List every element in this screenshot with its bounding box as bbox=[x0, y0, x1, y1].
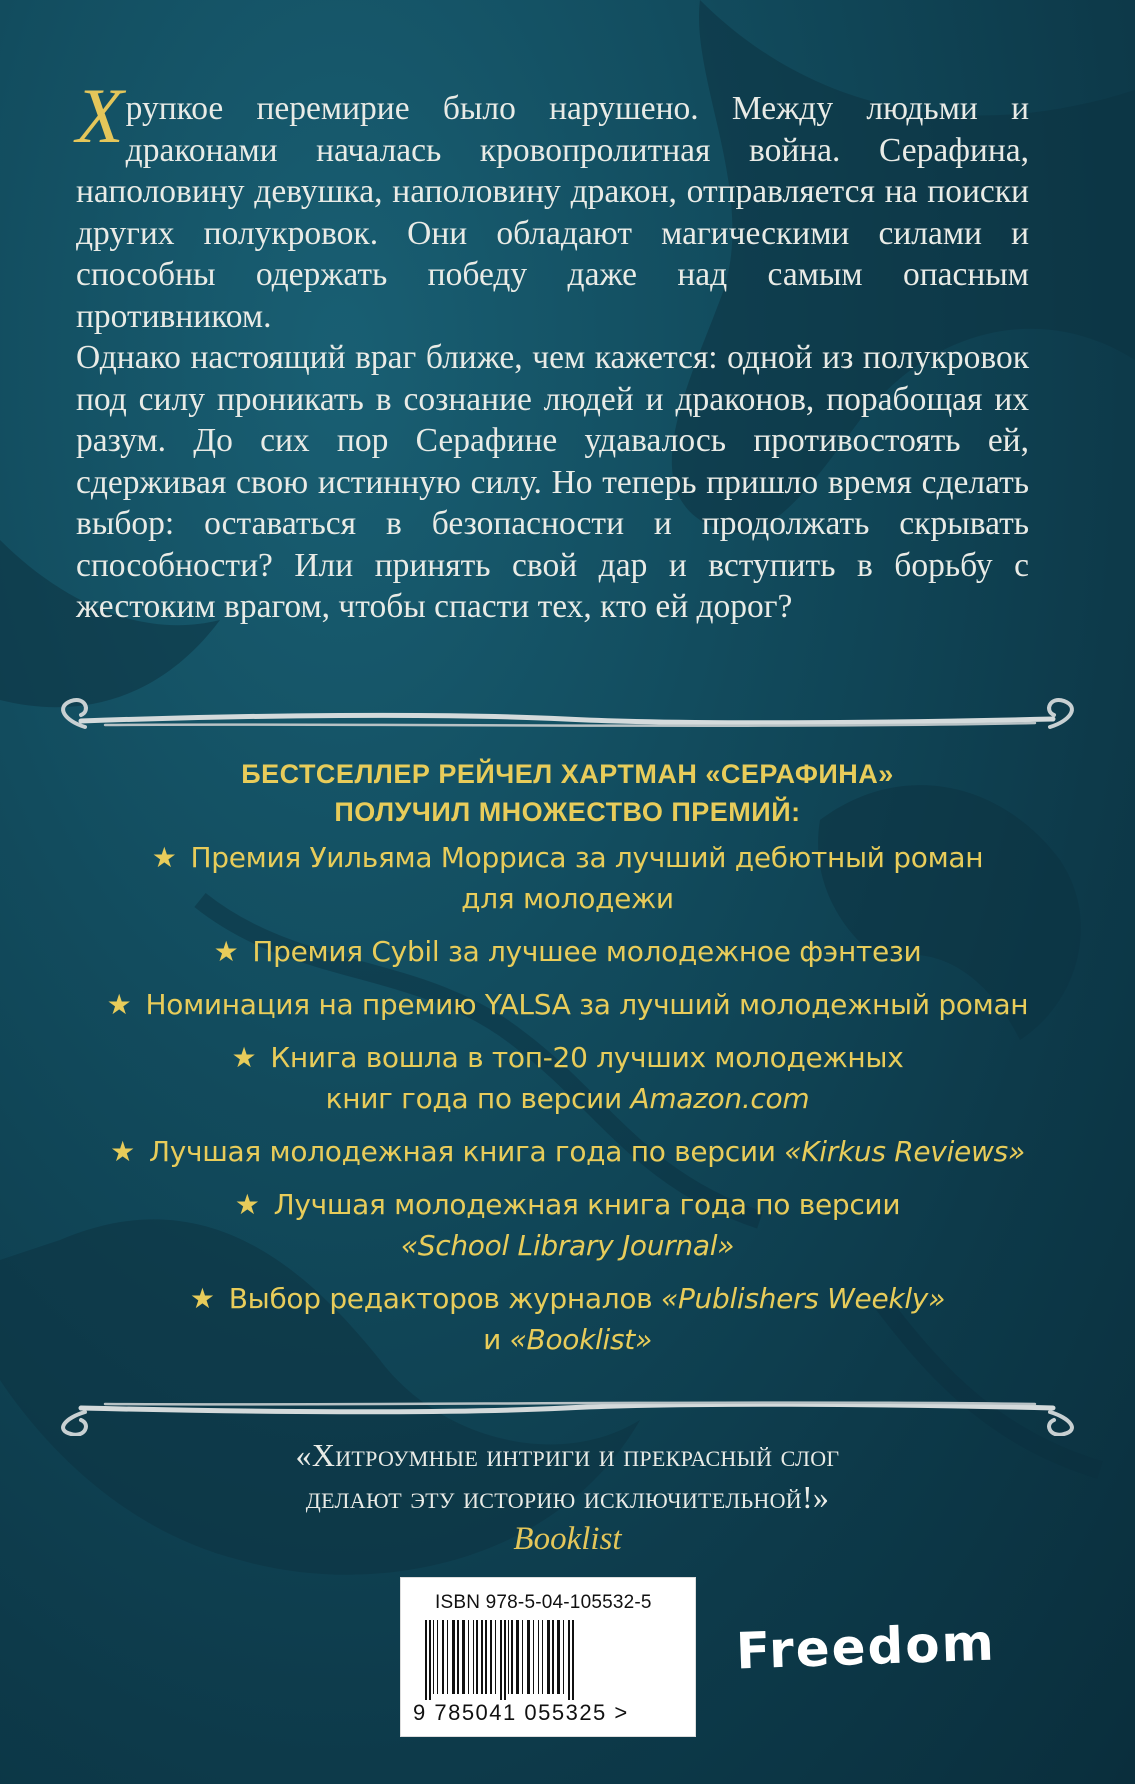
barcode-bar bbox=[476, 1620, 478, 1694]
ean-digits: 9 785041 055325 > bbox=[413, 1700, 629, 1725]
award-text-continued: книг года по версии bbox=[325, 1082, 631, 1115]
drop-cap-letter: Х bbox=[76, 72, 124, 159]
barcode-bar bbox=[572, 1620, 574, 1700]
award-text: Номинация на премию YALSA за лучший молодежный роман bbox=[145, 988, 1029, 1021]
barcode-bar bbox=[447, 1620, 448, 1694]
award-source-name: Amazon.com bbox=[630, 1082, 810, 1115]
award-item bbox=[40, 984, 1095, 1025]
award-source-name: «Publishers Weekly» bbox=[660, 1282, 946, 1315]
barcode-bar bbox=[511, 1620, 513, 1694]
barcode-bar bbox=[490, 1620, 492, 1694]
barcode-bar bbox=[429, 1620, 431, 1700]
award-text-continued: для молодежи bbox=[461, 882, 674, 915]
barcode-bar bbox=[442, 1620, 444, 1694]
barcode-bar bbox=[516, 1620, 519, 1694]
award-source-name: «School Library Journal» bbox=[400, 1229, 735, 1262]
description-paragraph-2: Однако настоящий враг ближе, чем кажется: одной из полукровок под силу проникать в сознание людей и драконов, порабощая их разум. До сих пор Серафине удавалось противостоять ей, сдерживая свою истинную силу. Но теперь пришло время сделать выбор: оставаться в безопасности и продолжать скрывать способности? Или принять свой дар и вступить в борьбу с жестоким врагом, чтобы спасти тех, кто ей дорог? bbox=[76, 339, 1029, 625]
star-icon: ★ bbox=[234, 1188, 260, 1221]
barcode-bar bbox=[542, 1620, 543, 1694]
barcode-bar bbox=[568, 1620, 570, 1700]
award-text: Книга вошла в топ-20 лучших молодежных bbox=[270, 1041, 904, 1074]
award-text: Премия Уильяма Морриса за лучший дебютный роман bbox=[190, 841, 984, 874]
barcode-bar bbox=[425, 1620, 427, 1700]
award-item bbox=[40, 1278, 1095, 1360]
star-icon: ★ bbox=[231, 1041, 257, 1074]
barcode-bar bbox=[437, 1620, 438, 1694]
book-description bbox=[76, 72, 1029, 628]
star-icon: ★ bbox=[151, 841, 177, 874]
award-item bbox=[40, 837, 1095, 919]
awards-heading-line-2: ПОЛУЧИЛ МНОЖЕСТВО ПРЕМИЙ: bbox=[334, 797, 801, 827]
award-item bbox=[40, 931, 1095, 972]
star-icon: ★ bbox=[110, 1135, 135, 1168]
barcode-bar bbox=[508, 1620, 509, 1694]
publisher-logo: Freedom bbox=[735, 1613, 997, 1681]
award-text: Лучшая молодежная книга года по версии bbox=[148, 1135, 785, 1168]
barcode-bar bbox=[557, 1620, 560, 1694]
quote-source: Booklist bbox=[513, 1521, 622, 1557]
barcode-bar bbox=[481, 1620, 483, 1694]
barcode-bar bbox=[563, 1620, 564, 1694]
isbn-number: ISBN 978-5-04-105532-5 bbox=[435, 1592, 652, 1613]
award-item bbox=[40, 1184, 1095, 1266]
barcode-bar bbox=[473, 1620, 474, 1694]
barcode-bar bbox=[538, 1620, 539, 1694]
ornamental-divider-bottom bbox=[45, 1382, 1090, 1436]
barcode-bar bbox=[495, 1620, 496, 1694]
award-item bbox=[40, 1037, 1095, 1119]
star-icon: ★ bbox=[213, 935, 239, 968]
quote-line-1: «Хитроумные интриги и прекрасный слог bbox=[295, 1437, 840, 1473]
barcode-bar bbox=[522, 1620, 523, 1694]
description-paragraph-1 bbox=[76, 72, 1029, 337]
barcode-bar bbox=[500, 1620, 502, 1700]
awards-section bbox=[40, 755, 1095, 1372]
award-text: Выбор редакторов журналов bbox=[228, 1282, 661, 1315]
barcode-bar bbox=[547, 1620, 550, 1694]
ornamental-divider-top bbox=[45, 693, 1090, 747]
awards-heading bbox=[40, 755, 1095, 831]
star-icon: ★ bbox=[189, 1282, 215, 1315]
barcode-bar bbox=[452, 1620, 455, 1694]
quote-line-2: делают эту историю исключительной!» bbox=[305, 1479, 830, 1515]
award-text: Премия Cybil за лучшее молодежное фэнтези bbox=[252, 935, 922, 968]
barcode-bar bbox=[457, 1620, 459, 1694]
barcode-bar bbox=[533, 1620, 534, 1694]
awards-heading-line-1: БЕСТСЕЛЛЕР РЕЙЧЕЛ ХАРТМАН «СЕРАФИНА» bbox=[241, 759, 894, 789]
barcode-bar bbox=[504, 1620, 506, 1700]
description-paragraph-1-text: рупкое перемирие было нарушено. Между людьми и драконами началась кровопролитная война. Серафина, наполовину девушка, наполовину дракон, отправляется на поиски других полукровок. Они обладают магическими силами и способны одержать победу даже над самым опасным противником. bbox=[76, 90, 1029, 335]
award-source-name: «Kirkus Reviews» bbox=[784, 1135, 1025, 1168]
award-source-name: «Booklist» bbox=[509, 1323, 652, 1356]
star-icon: ★ bbox=[106, 988, 132, 1021]
isbn-barcode bbox=[400, 1577, 696, 1737]
barcode-bar bbox=[433, 1620, 434, 1694]
barcode-bar bbox=[468, 1620, 469, 1694]
barcode-bar bbox=[552, 1620, 554, 1694]
award-item bbox=[40, 1131, 1095, 1172]
barcode-bar bbox=[527, 1620, 530, 1694]
review-quote bbox=[60, 1434, 1075, 1560]
award-text: Лучшая молодежная книга года по версии bbox=[273, 1188, 901, 1221]
barcode-bar bbox=[485, 1620, 487, 1694]
award-text-continued: и bbox=[483, 1323, 510, 1356]
barcode-bar bbox=[462, 1620, 465, 1694]
